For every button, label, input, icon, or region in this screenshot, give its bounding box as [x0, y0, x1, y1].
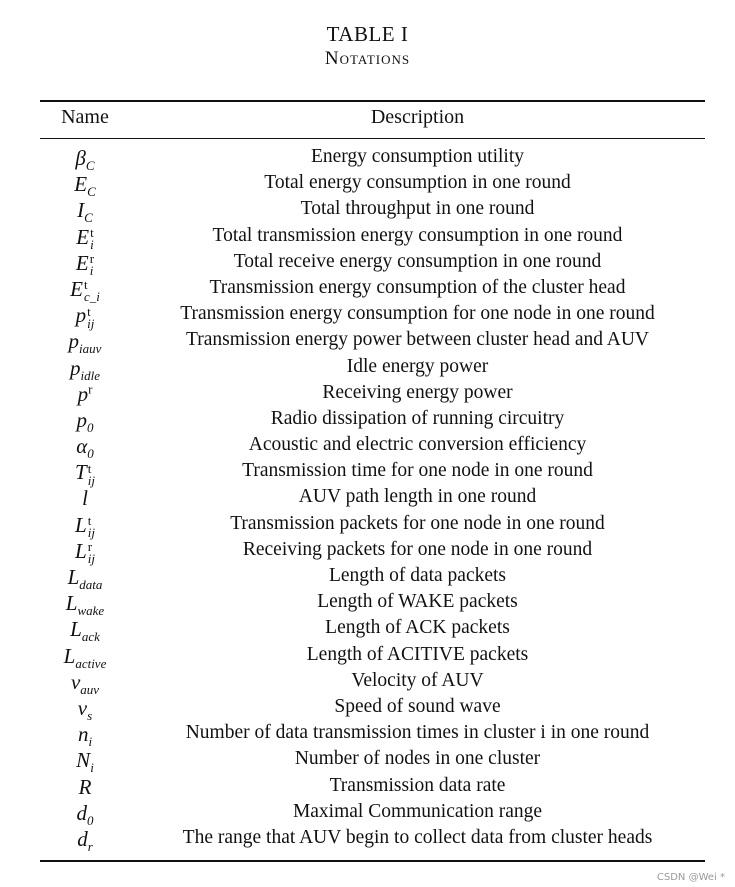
symbol-subscript: 0: [87, 445, 94, 461]
symbol-base: E: [76, 224, 90, 249]
table-row: [40, 432, 705, 461]
symbol-base: p: [70, 355, 81, 380]
notation-symbol: [40, 748, 130, 776]
symbol-scripts: [84, 279, 100, 303]
notation-description: Number of data transmission times in cluster i in one round: [185, 722, 650, 744]
notation-symbol: [40, 329, 130, 357]
notation-symbol: [40, 801, 130, 826]
notation-symbol: [40, 617, 130, 645]
symbol-base: n: [77, 722, 89, 747]
notation-description: The range that AUV begin to collect data from cluster heads: [182, 826, 653, 848]
notation-symbol: [40, 722, 130, 750]
notation-symbol: [40, 539, 130, 566]
notation-description: Transmission time for one node in one round: [242, 460, 593, 482]
notation-symbol: [40, 303, 130, 330]
symbol-subscript: wake: [77, 603, 105, 619]
notation-description: Transmission packets for one node in one round: [230, 512, 605, 534]
notation-symbol: [40, 251, 130, 278]
notation-description: Transmission energy consumption for one node in one round: [180, 303, 655, 325]
table-row: [40, 746, 705, 776]
symbol-base: R: [78, 774, 92, 799]
symbol-subscript: iauv: [79, 341, 102, 357]
notation-description: Length of WAKE packets: [317, 591, 518, 613]
table-header: [40, 106, 705, 134]
symbol-subscript: ij: [87, 525, 95, 541]
notation-symbol: [40, 486, 130, 511]
notation-description: Radio dissipation of running circuitry: [270, 407, 565, 429]
notation-symbol: [40, 460, 130, 487]
notation-symbol: [40, 277, 130, 304]
header-name: Name: [61, 106, 109, 128]
table-row: [40, 327, 705, 357]
symbol-base: v: [70, 669, 81, 694]
notation-symbol: [40, 591, 130, 619]
symbol-subscript: c_i: [83, 289, 100, 305]
symbol-base: L: [67, 565, 80, 589]
table-row: [40, 406, 705, 435]
table-row: [40, 275, 705, 305]
notation-description: Length of data packets: [328, 565, 507, 586]
symbol-base: p: [76, 407, 87, 432]
symbol-scripts: [87, 303, 95, 331]
table-row: [40, 720, 705, 750]
table-row: [40, 825, 705, 854]
notation-symbol: [40, 408, 130, 433]
notation-symbol: [40, 434, 130, 459]
table-row: [40, 799, 705, 828]
table-row: [40, 484, 705, 510]
notation-description: Total throughput in one round: [300, 198, 535, 220]
notation-symbol: [40, 670, 130, 695]
table-row: [40, 668, 705, 697]
symbol-scripts: [90, 227, 94, 251]
notation-symbol: [40, 827, 130, 852]
notation-symbol: [40, 146, 130, 171]
symbol-base: d: [77, 826, 88, 851]
notation-description: Length of ACITIVE packets: [306, 643, 529, 665]
symbol-base: p: [68, 329, 80, 354]
symbol-subscript: r: [87, 838, 93, 854]
symbol-superscript: r: [88, 381, 93, 397]
table-row: [40, 458, 705, 488]
symbol-base: p: [75, 303, 87, 328]
symbol-superscript: t: [87, 460, 92, 476]
symbol-scripts: [88, 515, 95, 539]
table-row: [40, 694, 705, 723]
symbol-subscript: ack: [81, 629, 100, 645]
symbol-subscript: C: [85, 157, 95, 173]
symbol-subscript: C: [87, 184, 96, 200]
symbol-scripts: [88, 541, 95, 565]
notation-description: Energy consumption utility: [310, 146, 525, 167]
top-rule: [40, 100, 705, 102]
table-row: [40, 144, 705, 173]
symbol-subscript: 0: [87, 419, 94, 435]
table-row: [40, 249, 705, 279]
symbol-subscript: s: [87, 707, 93, 723]
table-row: [40, 170, 705, 200]
symbol-subscript: active: [75, 655, 107, 671]
symbol-base: l: [82, 486, 88, 511]
table-row: [40, 301, 705, 331]
symbol-base: L: [63, 643, 76, 668]
notation-description: Transmission energy power between cluster head and AUV: [185, 329, 650, 351]
symbol-subscript: ij: [87, 472, 95, 488]
symbol-base: L: [75, 512, 87, 537]
notation-symbol: [40, 565, 130, 590]
symbol-base: d: [76, 800, 87, 825]
symbol-base: L: [75, 538, 87, 563]
symbol-base: v: [77, 695, 88, 720]
table-row: [40, 223, 705, 253]
table-row: [40, 615, 705, 645]
notation-description: Velocity of AUV: [351, 669, 484, 691]
notation-symbol: [40, 696, 130, 721]
table-title: Notations: [324, 48, 411, 69]
notation-symbol: [40, 382, 130, 407]
symbol-base: E: [70, 276, 83, 301]
symbol-superscript: t: [90, 225, 94, 241]
notation-symbol: [40, 513, 130, 540]
notation-description: Number of nodes in one cluster: [294, 748, 541, 770]
notation-description: Idle energy power: [346, 355, 489, 377]
notation-symbol: [40, 775, 130, 800]
symbol-superscript: t: [87, 303, 91, 319]
notation-description: AUV path length in one round: [298, 486, 537, 508]
symbol-base: β: [75, 146, 86, 170]
symbol-base: I: [77, 198, 85, 223]
bottom-rule: [40, 860, 705, 862]
notation-description: Total transmission energy consumption in one round: [212, 224, 623, 246]
symbol-superscript: t: [87, 513, 92, 529]
symbol-base: N: [76, 748, 91, 773]
symbol-subscript: i: [88, 734, 93, 750]
symbol-base: p: [77, 381, 89, 406]
table-row: [40, 380, 705, 406]
symbol-scripts: [87, 460, 95, 488]
symbol-subscript: 0: [87, 812, 94, 828]
notation-description: Transmission energy consumption of the cluster head: [209, 276, 626, 298]
notation-description: Speed of sound wave: [334, 695, 501, 717]
symbol-subscript: auv: [80, 681, 100, 697]
table-row: [40, 642, 705, 671]
notation-symbol: [40, 225, 130, 252]
table-row: [40, 511, 705, 541]
notation-description: Transmission data rate: [329, 774, 506, 796]
notation-description: Receiving energy power: [322, 381, 513, 403]
header-description: Description: [370, 106, 465, 128]
symbol-subscript: i: [90, 760, 94, 776]
notation-description: Total energy consumption in one round: [264, 172, 571, 194]
header-rule: [40, 138, 705, 139]
watermark: CSDN @Wei *: [656, 872, 725, 883]
table-row: [40, 589, 705, 619]
symbol-subscript: i: [90, 237, 94, 253]
symbol-superscript: t: [83, 277, 88, 293]
notation-description: Receiving packets for one node in one round: [242, 538, 593, 560]
notation-symbol: [40, 356, 130, 381]
table-row: [40, 773, 705, 799]
notation-symbol: [40, 198, 130, 226]
table-row: [40, 537, 705, 567]
symbol-base: L: [65, 591, 78, 616]
symbol-subscript: idle: [80, 367, 100, 383]
table-row: [40, 354, 705, 383]
symbol-subscript: ij: [87, 551, 95, 567]
symbol-subscript: ij: [87, 315, 95, 331]
symbol-subscript: C: [84, 210, 93, 226]
symbol-superscript: r: [89, 251, 95, 267]
symbol-subscript: i: [89, 263, 94, 279]
symbol-base: L: [70, 617, 82, 642]
notation-symbol: [40, 172, 130, 200]
symbol-base: E: [75, 250, 89, 275]
table-body: [40, 144, 705, 854]
symbol-base: E: [74, 172, 88, 197]
table-row: [40, 563, 705, 592]
notation-description: Maximal Communication range: [292, 800, 543, 822]
notation-description: Total receive energy consumption in one round: [233, 250, 602, 272]
notation-description: Acoustic and electric conversion efficiency: [248, 434, 587, 456]
symbol-scripts: [90, 253, 94, 277]
symbol-superscript: r: [87, 539, 93, 555]
notation-symbol: [40, 644, 130, 669]
table-label: TABLE I: [326, 22, 409, 46]
notation-description: Length of ACK packets: [325, 617, 510, 639]
table-row: [40, 196, 705, 226]
symbol-base: T: [75, 460, 87, 485]
symbol-base: α: [76, 434, 88, 459]
symbol-subscript: data: [79, 576, 103, 592]
